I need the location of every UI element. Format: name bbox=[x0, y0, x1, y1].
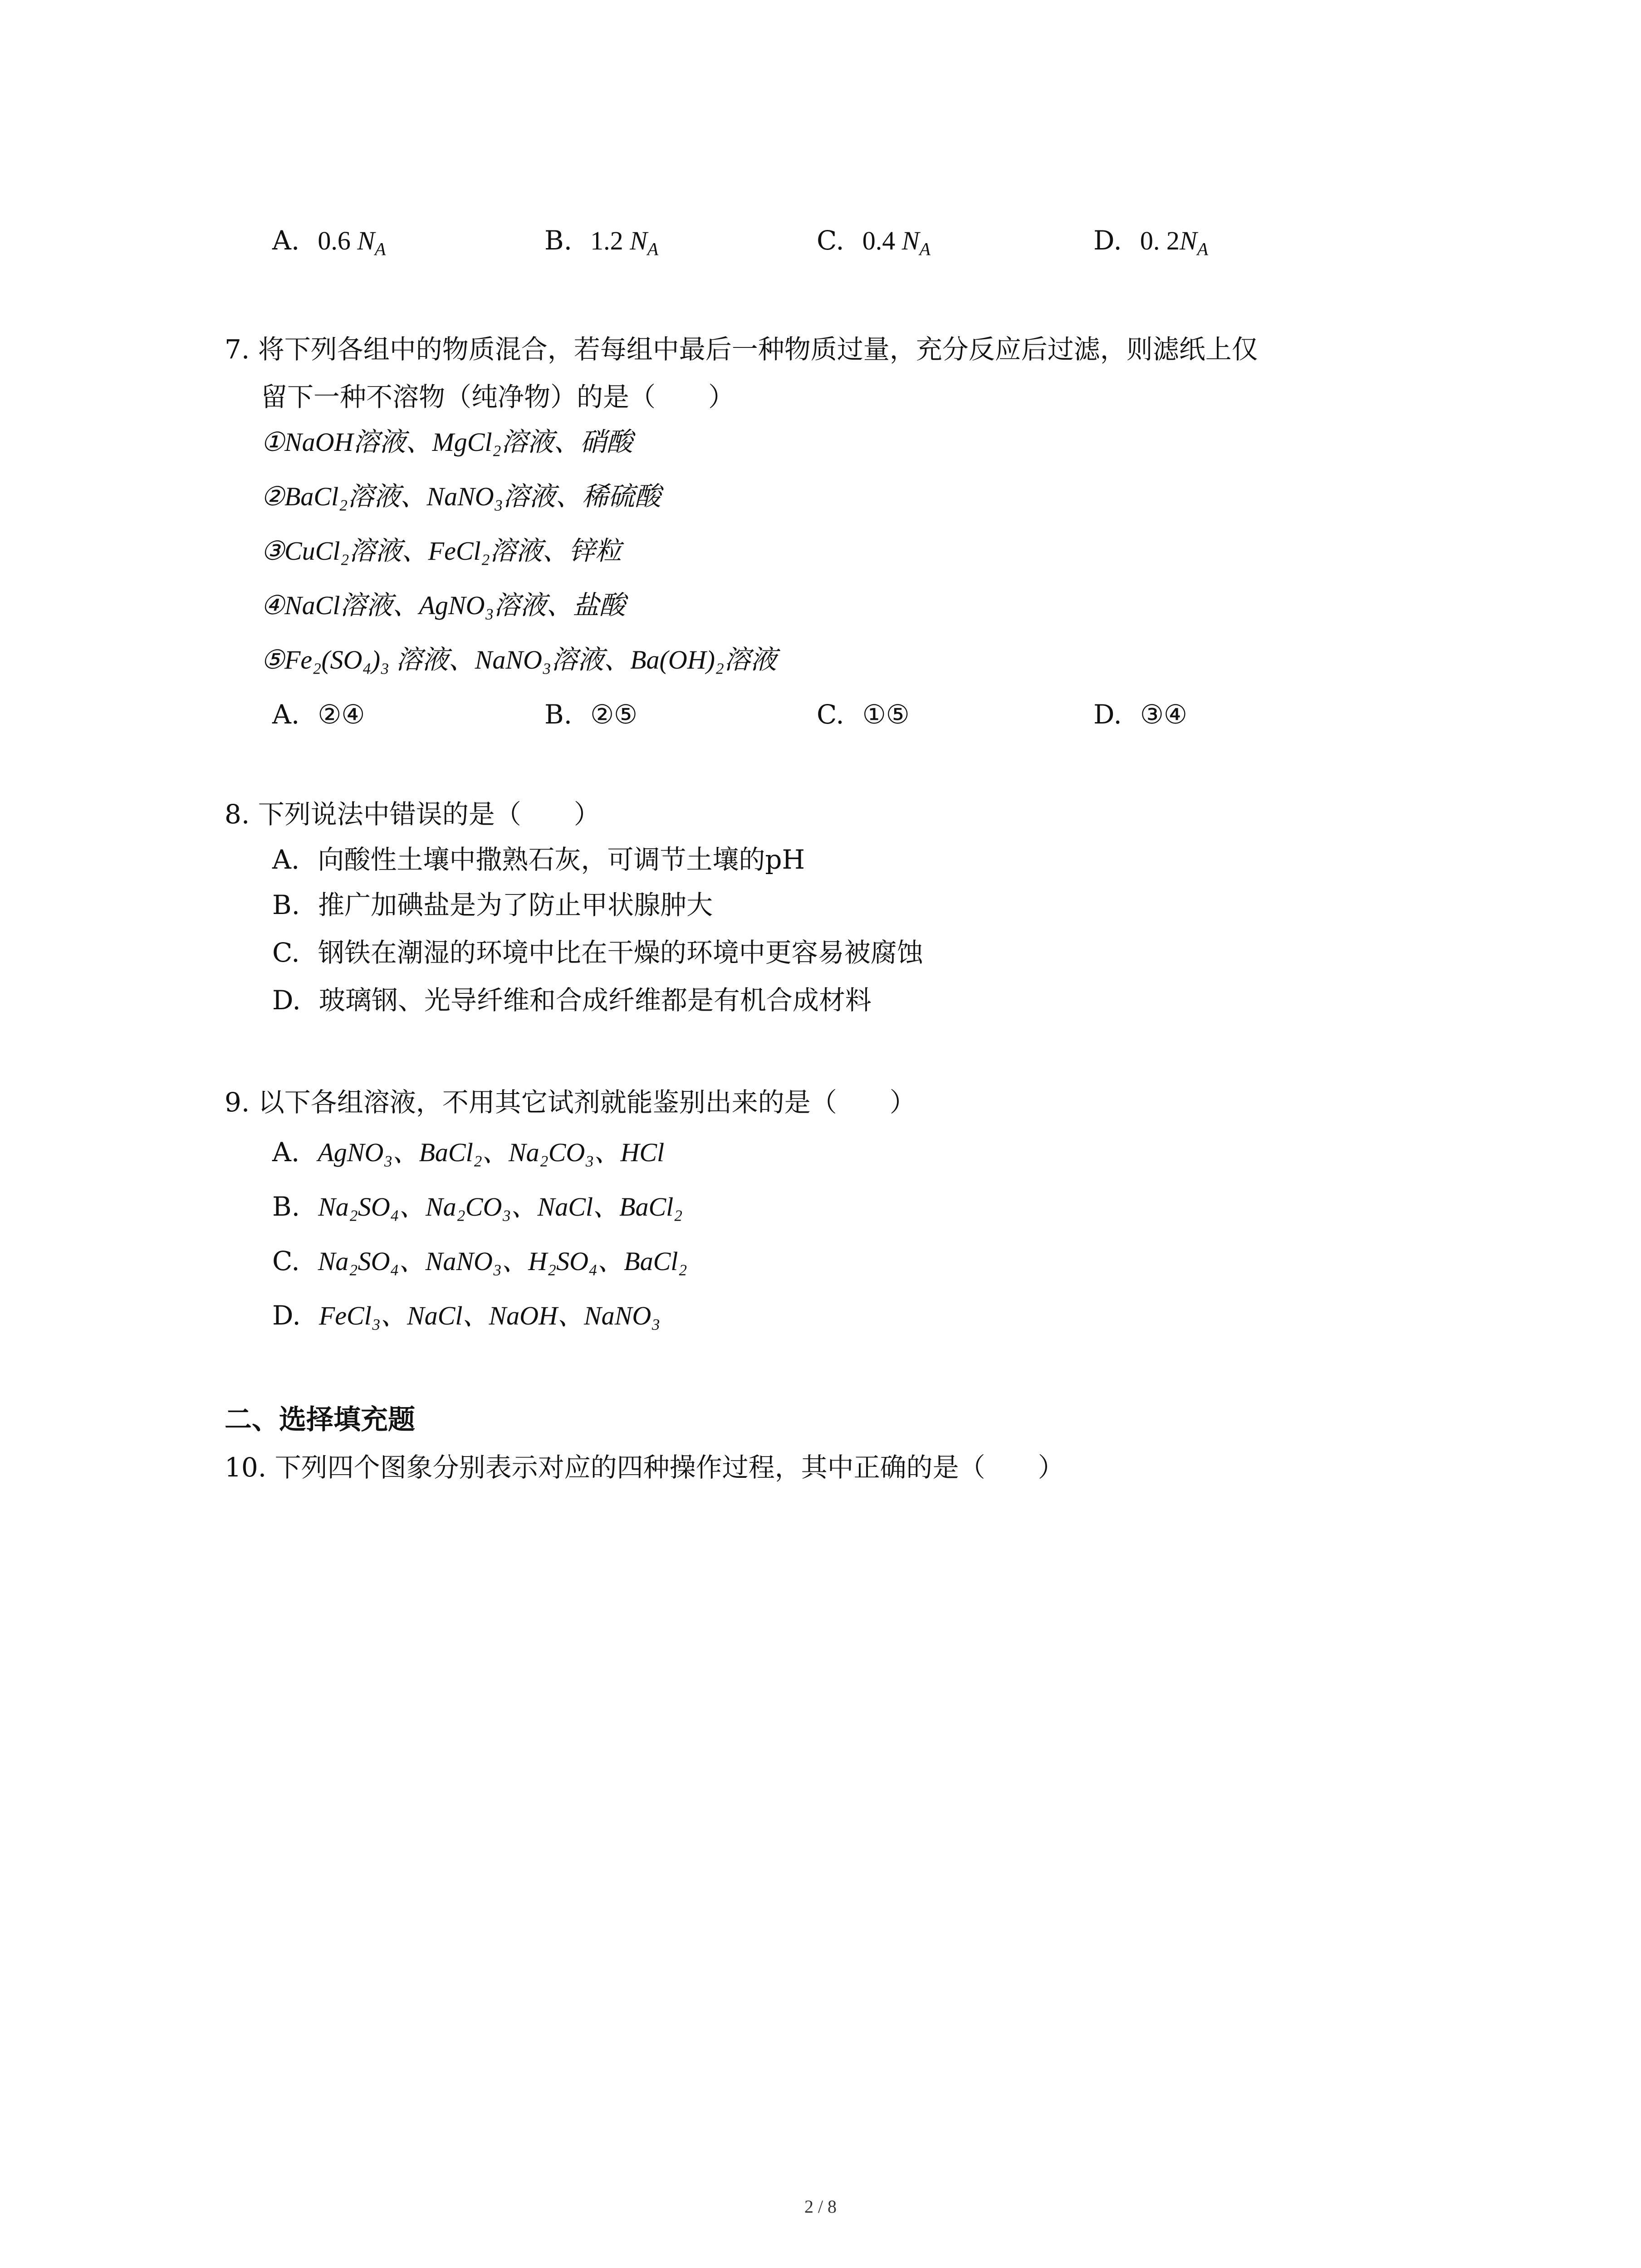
q8-option-c bbox=[272, 934, 923, 971]
option-text: FeCl₃、NaCl、NaOH、NaNO₃ bbox=[318, 1301, 661, 1330]
option-text: Na₂SO₄、NaNO₃、H₂SO₄、BaCl₂ bbox=[318, 1246, 687, 1276]
q6-option-d bbox=[1093, 222, 1208, 268]
option-label: B. bbox=[272, 1191, 300, 1222]
q9-option-a bbox=[272, 1134, 664, 1171]
q8-option-a bbox=[272, 841, 805, 878]
q7-item-4: ④NaCl溶液、AgNO₃溶液、盐酸 bbox=[261, 591, 626, 620]
option-label: A. bbox=[272, 844, 300, 875]
q7-item-5: ⑤Fe₂(SO₄)₃ 溶液、NaNO₃溶液、Ba(OH)₂溶液 bbox=[261, 645, 777, 675]
q7-stem-line2: 留下一种不溶物（纯净物）的是（ ） bbox=[261, 381, 735, 412]
page-number: 2 / 8 bbox=[804, 2196, 837, 2217]
q6-option-a bbox=[272, 222, 386, 268]
q8-stem: 8. 下列说法中错误的是（ ） bbox=[225, 799, 600, 830]
q7-stem-line1: 7. 将下列各组中的物质混合，若每组中最后一种物质过量，充分反应后过滤，则滤纸上仅 bbox=[225, 334, 1258, 365]
q9-stem: 9. 以下各组溶液，不用其它试剂就能鉴别出来的是（ ） bbox=[225, 1087, 916, 1118]
option-label: C. bbox=[272, 1246, 300, 1276]
q9-option-c bbox=[272, 1243, 687, 1280]
q6-option-b bbox=[544, 222, 658, 268]
option-text: 推广加碘盐是为了防止甲状腺肿大 bbox=[318, 890, 713, 920]
q6-option-c bbox=[817, 222, 931, 268]
option-text: 钢铁在潮湿的环境中比在干燥的环境中更容易被腐蚀 bbox=[318, 937, 923, 968]
q7-item-1: ①NaOH溶液、MgCl₂溶液、硝酸 bbox=[261, 427, 633, 457]
q7-item-3: ③CuCl₂溶液、FeCl₂溶液、锌粒 bbox=[261, 536, 622, 566]
option-text: 1.2 $N_A$ bbox=[590, 226, 659, 259]
q9-option-d bbox=[272, 1297, 660, 1334]
option-text: ③④ bbox=[1140, 699, 1187, 730]
q7-option-a bbox=[272, 696, 365, 733]
option-text: 0.4 $N_A$ bbox=[862, 226, 931, 259]
option-text: AgNO₃、BaCl₂、Na₂CO₃、HCl bbox=[318, 1138, 665, 1167]
q7-option-d bbox=[1093, 696, 1187, 733]
option-text: 0. $2N_A$ bbox=[1140, 226, 1208, 259]
option-label: B. bbox=[272, 890, 300, 920]
section-heading: 二、选择填充题 bbox=[225, 1404, 415, 1436]
option-label: A. bbox=[272, 225, 300, 256]
option-label: A. bbox=[272, 699, 300, 730]
option-label: D. bbox=[1093, 225, 1122, 256]
option-text: 玻璃钢、光导纤维和合成纤维都是有机合成材料 bbox=[318, 985, 872, 1016]
q10-stem: 10. 下列四个图象分别表示对应的四种操作过程，其中正确的是（ ） bbox=[225, 1452, 1064, 1483]
option-label: D. bbox=[1093, 699, 1122, 730]
option-label: C. bbox=[817, 225, 844, 256]
option-label: C. bbox=[272, 937, 300, 968]
q7-option-c bbox=[817, 696, 910, 733]
q9-option-b bbox=[272, 1188, 682, 1225]
option-text: ①⑤ bbox=[862, 699, 910, 730]
option-text: ②⑤ bbox=[590, 699, 638, 730]
option-text: 0.6 $N_A$ bbox=[318, 226, 386, 259]
option-label: C. bbox=[817, 699, 844, 730]
q8-option-d bbox=[272, 982, 872, 1018]
q7-option-b bbox=[544, 696, 637, 733]
q8-option-b bbox=[272, 887, 713, 923]
option-label: B. bbox=[544, 225, 573, 256]
option-label: D. bbox=[272, 985, 301, 1016]
option-text: 向酸性土壤中撒熟石灰，可调节土壤的pH bbox=[318, 844, 805, 875]
option-label: A. bbox=[272, 1137, 300, 1168]
option-text: ②④ bbox=[318, 699, 365, 730]
option-label: D. bbox=[272, 1300, 301, 1331]
q7-item-2: ②BaCl₂溶液、NaNO₃溶液、稀硫酸 bbox=[261, 482, 661, 511]
option-label: B. bbox=[544, 699, 573, 730]
option-text: Na₂SO₄、Na₂CO₃、NaCl、BaCl₂ bbox=[318, 1192, 683, 1222]
